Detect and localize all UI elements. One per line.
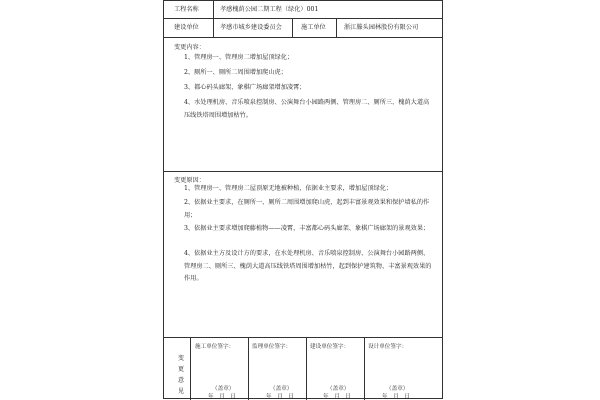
change-content-title: 变更内容： [174,44,205,51]
item-number: 3、 [184,84,195,91]
item-number: 1、 [184,185,195,192]
construct-unit-label: 施工单位 [301,24,326,31]
reason-item [184,197,432,222]
supervision-date: 年 月 日 [266,394,294,400]
divider [364,337,365,400]
construction-seal: （盖章） [212,386,235,392]
project-name-value: 孝感槐荫公园二期工程（绿化）001 [220,6,319,13]
side-char: 更 [177,366,185,373]
supervision-seal: （盖章） [270,386,293,392]
item-text: 依据业主方及设计方的要求，在水处理机房、音乐喷泉控制房、公演舞台小园路两侧、管理房二、厕所三、槐荫大道高压线铁塔周围增加枯竹，起到保护建筑物、丰富景观效果的作用。 [184,250,432,282]
owner-seal: （盖章） [327,386,350,392]
item-number: 4、 [184,250,195,257]
divider [164,18,442,19]
design-sign-label: 设计单位签字： [368,344,408,350]
side-char: 见 [177,388,185,395]
build-unit-value: 孝感市城乡建设委员会 [220,24,282,31]
item-number: 1、 [184,54,195,61]
divider [213,18,214,37]
item-text: 厕所一、厕所二周围增加爬山虎； [194,69,287,76]
reason-item [184,183,432,196]
divider [336,18,337,37]
item-text: 水处理机房、音乐喷泉控制房、公演舞台小园路两侧、管理房二、厕所三、槐荫大道高压线铁塔周围增加枯竹。 [184,99,430,119]
item-text: 都心码头廊架、象棋广场廊架增加凌霄； [194,84,306,91]
build-unit-label: 建设单位 [174,24,199,31]
divider [292,18,293,37]
item-text: 依据业主要求增加爬藤植物——凌霄，丰富都心码头廊架、象棋广场廊架的景观效果； [194,225,430,232]
item-text: 管理房一、管理房二屋顶原无地被种植，依据业主要求，增加屋顶绿化； [194,185,393,192]
divider [248,337,249,400]
divider [164,337,442,338]
change-reason-title: 变更原因： [174,177,205,184]
supervision-sign-label: 监理单位签字： [252,344,292,350]
item-text: 依据业主要求，在厕所一、厕所二周围增加爬山虎，起到丰富景观效果和保护墙私的作用； [184,199,430,219]
project-name-label: 工程名称 [174,6,199,13]
item-number: 3、 [184,225,195,232]
divider [164,171,442,172]
content-item [184,82,432,95]
content-item [184,52,432,65]
construct-unit-value: 浙江滕头园林股份有限公司 [344,24,419,31]
content-item [184,67,432,80]
divider [164,37,442,38]
divider [190,337,191,400]
reason-item [184,248,432,286]
construction-date: 年 月 日 [208,394,236,400]
reason-item [184,223,432,236]
side-char: 变 [177,355,185,362]
item-number: 2、 [184,199,195,206]
divider [213,1,214,18]
construction-sign-label: 施工单位签字： [195,344,235,350]
opinion-side-label [176,353,186,397]
owner-sign-label: 建设单位签字： [310,344,350,350]
design-seal: （盖章） [386,386,409,392]
item-number: 2、 [184,69,195,76]
design-date: 年 月 日 [382,394,410,400]
divider [306,337,307,400]
item-number: 4、 [184,99,195,106]
owner-date: 年 月 日 [323,394,351,400]
content-item [184,97,432,122]
item-text: 管理房一、管理房二增加屋顶绿化； [194,54,294,61]
change-order-form [163,0,443,399]
side-char: 意 [177,377,185,384]
